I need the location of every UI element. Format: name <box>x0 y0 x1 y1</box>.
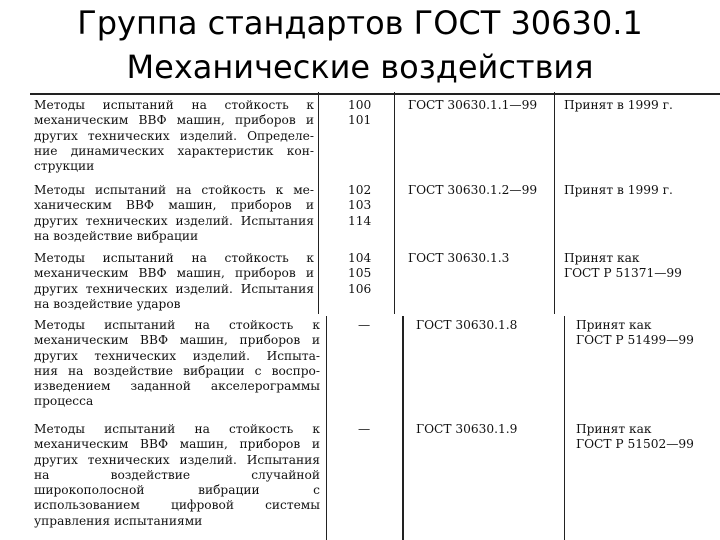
table-row-method: Методы испытаний на стойкость к механическим ВВФ машин, приборов и других технических изделий. Определе- ние динамических характеристик кон- струкции <box>34 98 314 174</box>
table-row-method: Методы испытаний на стойкость к ме- ханическим ВВФ машин, приборов и других технических изделий. Испытания на воздействие вибрации <box>34 183 314 243</box>
table-row-method: Методы испытаний на стойкость к механическим ВВФ машин, приборов и других технических изделий. Испыта- ния на воздействие вибрации с воспро- изведением заданной акселерограммы процесса <box>34 318 320 409</box>
table-row-standard: ГОСТ 30630.1.8 <box>416 318 518 332</box>
table-row-codes: — <box>358 422 371 436</box>
table-row-codes: — <box>358 318 371 332</box>
table-row-status: Принят как ГОСТ Р 51371—99 <box>564 251 682 281</box>
standards-table-top <box>30 92 720 314</box>
table-row-status: Принят в 1999 г. <box>564 183 673 197</box>
table-row-standard: ГОСТ 30630.1.1—99 <box>408 98 538 112</box>
column-divider <box>394 92 395 314</box>
table-top-border <box>30 93 720 95</box>
standards-table-bottom <box>32 316 720 540</box>
table-row-status: Принят как ГОСТ Р 51502—99 <box>576 422 694 452</box>
table-row-standard: ГОСТ 30630.1.9 <box>416 422 518 436</box>
column-divider <box>326 316 327 540</box>
table-row-codes: 100 101 <box>348 98 372 128</box>
table-row-method: Методы испытаний на стойкость к механическим ВВФ машин, приборов и других технических изделий. Испытания на воздействие ударов <box>34 251 314 311</box>
table-row-standard: ГОСТ 30630.1.2—99 <box>408 183 538 197</box>
column-divider <box>318 92 319 314</box>
table-row-status: Принят в 1999 г. <box>564 98 673 112</box>
column-divider <box>564 316 565 540</box>
table-row-standard: ГОСТ 30630.1.3 <box>408 251 510 265</box>
table-row-codes: 102 103 114 <box>348 183 372 228</box>
column-divider <box>554 92 555 314</box>
slide-title-line-1: Группа стандартов ГОСТ 30630.1 <box>77 4 643 42</box>
table-row-status: Принят как ГОСТ Р 51499—99 <box>576 318 694 348</box>
table-row-codes: 104 105 106 <box>348 251 372 296</box>
column-divider <box>402 316 404 540</box>
table-row-method: Методы испытаний на стойкость к механическим ВВФ машин, приборов и других технических изделий. Испытания на воздействие случайной широкополосной вибрации с использованием цифровой системы управления испытаниями <box>34 422 320 528</box>
slide-title-line-2: Механические воздействия <box>126 48 594 86</box>
